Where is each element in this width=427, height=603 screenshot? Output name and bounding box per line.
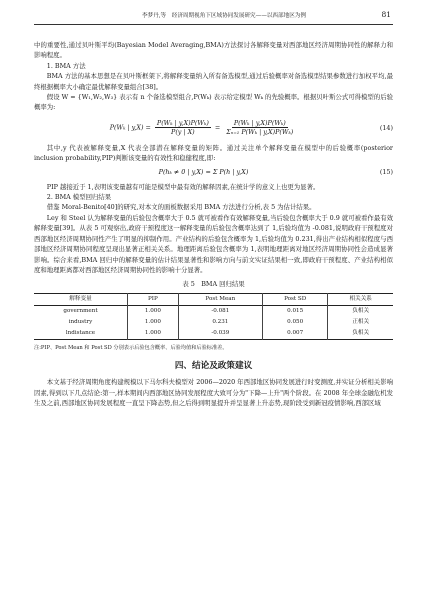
table-cell: 负相关 bbox=[352, 308, 370, 315]
eq14-fraction-1 bbox=[155, 119, 211, 136]
equation-14 bbox=[34, 115, 393, 141]
table-cell: 0.050 bbox=[262, 317, 328, 328]
table-cell: -0.081 bbox=[178, 305, 262, 317]
table-cell: -0.039 bbox=[178, 328, 262, 340]
table-cell: industry bbox=[34, 317, 127, 328]
table-cell: 负相关 bbox=[352, 330, 370, 337]
eq14-fraction-2 bbox=[224, 119, 295, 136]
table-cell: 1.000 bbox=[127, 317, 178, 328]
table-5-note: 注:PIP、Post Mean 和 Post SD 分别表示后验包含概率、后验均值和后验标准差。 bbox=[34, 344, 228, 351]
eq14-denominator-1: P(y | X) bbox=[171, 128, 195, 137]
table-header-row bbox=[34, 293, 393, 305]
table-row bbox=[34, 305, 393, 317]
table-header-cell: 相关关系 bbox=[349, 296, 372, 303]
paragraph-pip-meaning: PIP 越接近于 1,表明该变量越有可能是模型中最有效的解释因素,在统计学的意义上也更为显著。 bbox=[46, 182, 320, 191]
table-cell: 1.000 bbox=[127, 305, 178, 317]
running-header bbox=[34, 10, 393, 25]
table-cell: 0.231 bbox=[178, 317, 262, 328]
section-4-heading: 四、结论及政策建议 bbox=[174, 361, 253, 372]
table-header-cell: Post SD bbox=[262, 293, 328, 305]
equation-15 bbox=[34, 166, 393, 180]
table-header-cell: Post Mean bbox=[178, 293, 262, 305]
table-cell: 0.007 bbox=[262, 328, 328, 340]
eq14-denominator-2: Σₙ₌₁ P(Wₖ | y,X)P(Wₖ) bbox=[226, 128, 294, 137]
eq14-numerator-1: P(Wₖ | y,X)P(Wₖ) bbox=[156, 119, 209, 128]
table-header-cell: PIP bbox=[127, 293, 178, 305]
table-row bbox=[34, 328, 393, 340]
table-cell: 正相关 bbox=[352, 319, 370, 326]
equation-15-body: P(hₖ ≠ 0 | y,X) = Σ P(h | y,X) bbox=[158, 168, 249, 177]
table-cell: government bbox=[34, 305, 127, 317]
table-5 bbox=[34, 293, 393, 340]
paragraph-pip-definition: 其中,y 代表被解释变量,X 代表全部潜在解释变量的矩阵。通过关注单个解释变量在模型中的后验概率(posterior inclusion probability,PIP)判断该变量的有效性和稳健程度,即: bbox=[34, 143, 393, 163]
table-header-cell: 解释变量 bbox=[34, 293, 127, 305]
page-number: 81 bbox=[381, 10, 391, 19]
equation-15-number: (15) bbox=[379, 168, 393, 177]
table-cell: 0.015 bbox=[262, 305, 328, 317]
paragraph-results-discussion: Ley 和 Steel 认为解释变量的后验包含概率大于 0.5 就可被看作有效解释变量,当后验包含概率大于 0.9 就可被看作最有效解释变量[39]。从表 5 可观察出,政府干预程度这一解释变量的后验包含概率达到了 1,后验均值为 -0.081,说明政府干预程度对西部地区经济周期协同性产生了明显的抑制作用。产业结构的后验包含概率为 1,后验均值为 0.231,得出产业结构相似程度与西部地区经济周期协同程度呈现出显著正相关关系。地理距离后验包含概率为 1,表明地理距离对地区经济周期协同性会造成显著影响。综合来看,BMA 回归中的解释变量的估计结果显著性和影响方向与前文实证结果相一致,即政府干预程度、产业结构相似度和地理距离都对西部地区经济周期协同性的影响十分显著。 bbox=[34, 213, 393, 274]
eq14-numerator-2: P(Wₖ | y,X)P(Wₖ) bbox=[233, 119, 286, 128]
intro-paragraph: 中的重要性,通过贝叶斯平均(Bayesian Model Averaging,BMA)方法探讨各解释变量对西部地区经济周期协同性的解释力和影响程度。 bbox=[34, 41, 393, 60]
paragraph-assumption: 假设 W = {W₁,W₂,W₃} 表示有 n 个备选模型组合,P(Wₖ) 表示给定模型 Wₖ 的先验概率。根据贝叶斯公式可得模型的后验概率为: bbox=[34, 93, 393, 112]
page-content bbox=[34, 40, 393, 408]
table-row bbox=[34, 317, 393, 328]
table-5-title: 表 5 BMA 回归结果 bbox=[182, 280, 245, 289]
paragraph-bma-idea: BMA 方法的基本思想是在贝叶斯框架下,将解释变量纳入所有备选模型,通过后验概率对备选模型结果参数进行加权平均,最终根据概率大小确定最优解释变量组合[38]。 bbox=[34, 72, 393, 91]
subsection-bma-method: 1. BMA 方法 bbox=[46, 61, 86, 70]
paragraph-moral-benito: 借鉴 Moral-Benito[40]的研究,对本文的面板数据采用 BMA 方法进行分析,表 5 为估计结果。 bbox=[46, 203, 316, 212]
paragraph-conclusions: 本文基于经济周期角度构建规模以下马尔科夫模型对 2006—2020 年西部地区协同发展进行时变测度,并实证分析相关影响因素,得到以下几点结论:第一,样本期间内西部地区协同发展程度大致可分为"下降—上升"两个阶段。在 2008 年全球金融危机发生及之前,西部地区协同发展程度一直呈下降态势,但之后得到明显提升并呈显著上升态势,现阶段受到新冠疫情影响,西部区域 bbox=[34, 378, 393, 407]
running-title: 李梦丹,等 经济周期视角下区域协同发展研究——以西部地区为例 bbox=[142, 13, 306, 19]
eq14-lhs: P(Wₖ | y,X) = bbox=[109, 123, 151, 132]
eq14-equals: = bbox=[214, 123, 221, 132]
equation-14-number: (14) bbox=[379, 123, 393, 132]
subsection-bma-results: 2. BMA 模型回归结果 bbox=[46, 193, 112, 202]
table-cell: 1.000 bbox=[127, 328, 178, 340]
equation-14-body bbox=[34, 119, 373, 136]
table-cell: lndistance bbox=[34, 328, 127, 340]
